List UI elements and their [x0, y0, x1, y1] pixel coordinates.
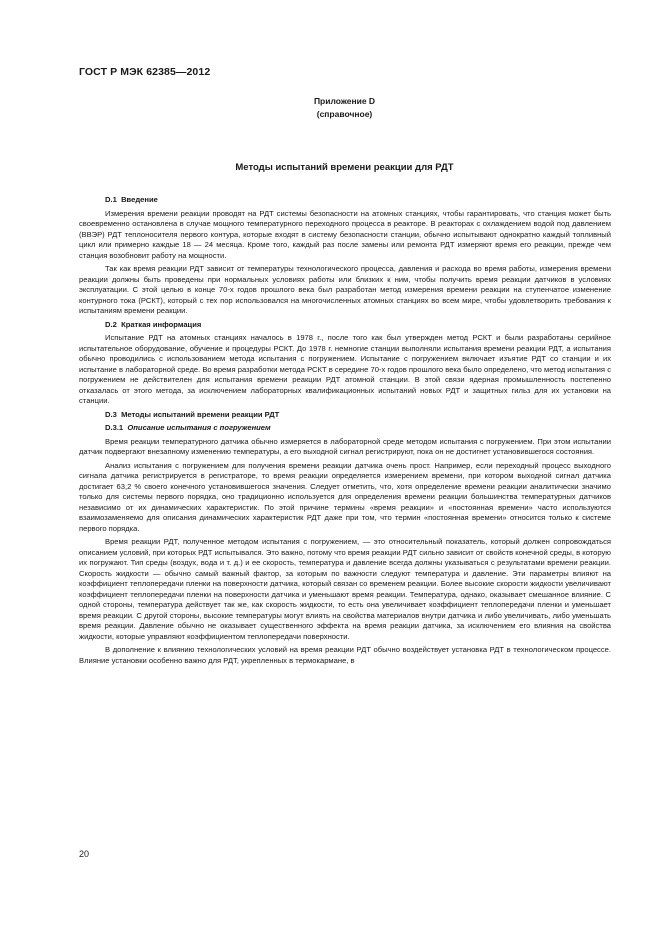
section-number: D.2 [105, 319, 117, 329]
paragraph: Время реакции РДТ, полученное методом испытания с погружением, — это относительный показатель, который должен сопровождаться описанием условий, при которых РДТ испытывался. Это важно, потому что время реакции РДТ сильно зависит от свойств конечной среды, в которую их погружают. Тип среды (воздух, вода и т. д.) и ее скорость, температура и давление всегда должны указываться с результатами времени реакции. Скорость жидкости — обычно самый важный фактор, за которым по важности следуют температура и давление. Эти параметры влияют на коэффициент теплопередачи пленки на поверхности датчика, который связан со временем реакции. Более высокие скорости жидкости увеличивают коэффициент теплопередачи пленки на поверхности датчика и уменьшают время реакции. Температура, однако, оказывает смешанное влияние. С одной стороны, температура действует так же, как скорость жидкости, то есть она увеличивает коэффициент теплопередачи пленки и уменьшает время реакции. С другой стороны, высокие температуры могут влиять на свойства материалов внутри датчика и либо увеличивать, либо уменьшать время реакции. Давление обычно не оказывает существенного эффекта на время реакции датчика, за исключением его влияния на свойства жидкости, которые управляют коэффициентом теплопередачи поверхности. [79, 537, 611, 641]
annex-name: Приложение D [313, 96, 376, 106]
annex-type: (справочное) [316, 109, 373, 119]
document-body [79, 195, 611, 669]
section-number: D.3 [105, 409, 117, 419]
paragraph: Анализ испытания с погружением для получения времени реакции датчика очень прост. Например, если переходный процесс выходного сигнала датчика регистрируется в регистраторе, то время реакции определяется измерением времени, при котором выходной сигнал датчика достигает 63,2 % своего конечного установившегося значения. Следует отметить, что, хотя определение времени реакции аналитически значимо только для системы первого порядка, оно традиционно используется для определения времени реакции большинства температурных датчиков независимо от их динамических характеристик. По этой причине термины «время реакции» и «постоянная времени» часто используются взаимозаменяемо для описания динамических характеристик РДТ даже при том, что термин «постоянная времени» относится только к системе первого порядка. [79, 460, 611, 533]
section-heading-d2 [105, 320, 611, 331]
paragraph: Измерения времени реакции проводят на РДТ системы безопасности на атомных станциях, чтобы гарантировать, что станция может быть своевременно остановлена в случае мощного температурного переходного процесса в реакторе. В реакторах с охлаждением водой под давлением (ВВЭР) РДТ теплоносителя первого контура, которые входят в систему безопасности станции, обычно испытывают однократно каждый топливный цикл или примерно каждые 18 — 24 месяца. Кроме того, каждый раз после замены или ремонта РДТ измеряют время его реакции, прежде чем станция возобновит работу на мощности. [79, 208, 611, 260]
section-title: Методы испытаний времени реакции РДТ [121, 409, 280, 419]
paragraph: Время реакции температурного датчика обычно измеряется в лабораторной среде методом испытания с погружением. При этом испытании датчик подвергают внезапному изменению температуры, а его выходной сигнал регистрируют, пока он не достигнет установившегося состояния. [79, 436, 611, 456]
section-title: Введение [121, 195, 158, 204]
section-heading-d1 [105, 195, 611, 206]
section-number: D.1 [105, 195, 117, 204]
paragraph: В дополнение к влиянию технологических условий на время реакции РДТ обычно воздействует установка РДТ в технологическом процессе. Влияние установки особенно важно для РДТ, укрепленных в термокармане, в [79, 645, 611, 665]
annex-title: Методы испытаний времени реакции для РДТ [235, 162, 454, 173]
standard-header: ГОСТ Р МЭК 62385—2012 [79, 66, 211, 78]
paragraph: Так как время реакции РДТ зависит от температуры технологического процесса, давления и расхода во время работы, измерения времени реакции должны быть проведены при нормальных условиях работы или близких к ним, чтобы получить время реакции датчиков в условиях эксплуатации. С этой целью в конце 70-х годов прошлого века был разработан метод измерения времени реакции на ступенчатое изменение контурного тока (РСКТ), который с тех пор использовался на многочисленных атомных станциях во всем мире, чтобы удовлетворить требования к испытаниям времени реакции. [79, 264, 611, 315]
page-number: 20 [79, 849, 90, 859]
subsection-title: Описание испытания с погружением [127, 423, 271, 432]
subsection-number: D.3.1 [105, 423, 124, 432]
section-title: Краткая информация [121, 319, 202, 329]
paragraph: Испытание РДТ на атомных станциях началось в 1978 г., после того как был утвержден метод РСКТ и были разработаны серийное испытательное оборудование, обучение и процедуры РСКТ. До 1978 г. немногие станции выполняли испытания времени реакции РДТ, а испытания обычно проводились с использованием метода испытания с погружением. Испытание с погружением включает изъятие РДТ со станции и их испытание в лабораторной среде. Во время разработки метода РСКТ в середине 70-х годов прошлого века было определено, что метод испытания с погружением не действителен для испытания времени реакции РДТ атомной станции. В этой связи ядерная промышленность постепенно отказалась от этого метода, за исключением лабораторных квалификационных испытаний новых РДТ и защитных гильз для их установки на станции. [79, 333, 611, 405]
subsection-heading-d31 [105, 423, 611, 434]
section-heading-d3 [105, 410, 611, 421]
